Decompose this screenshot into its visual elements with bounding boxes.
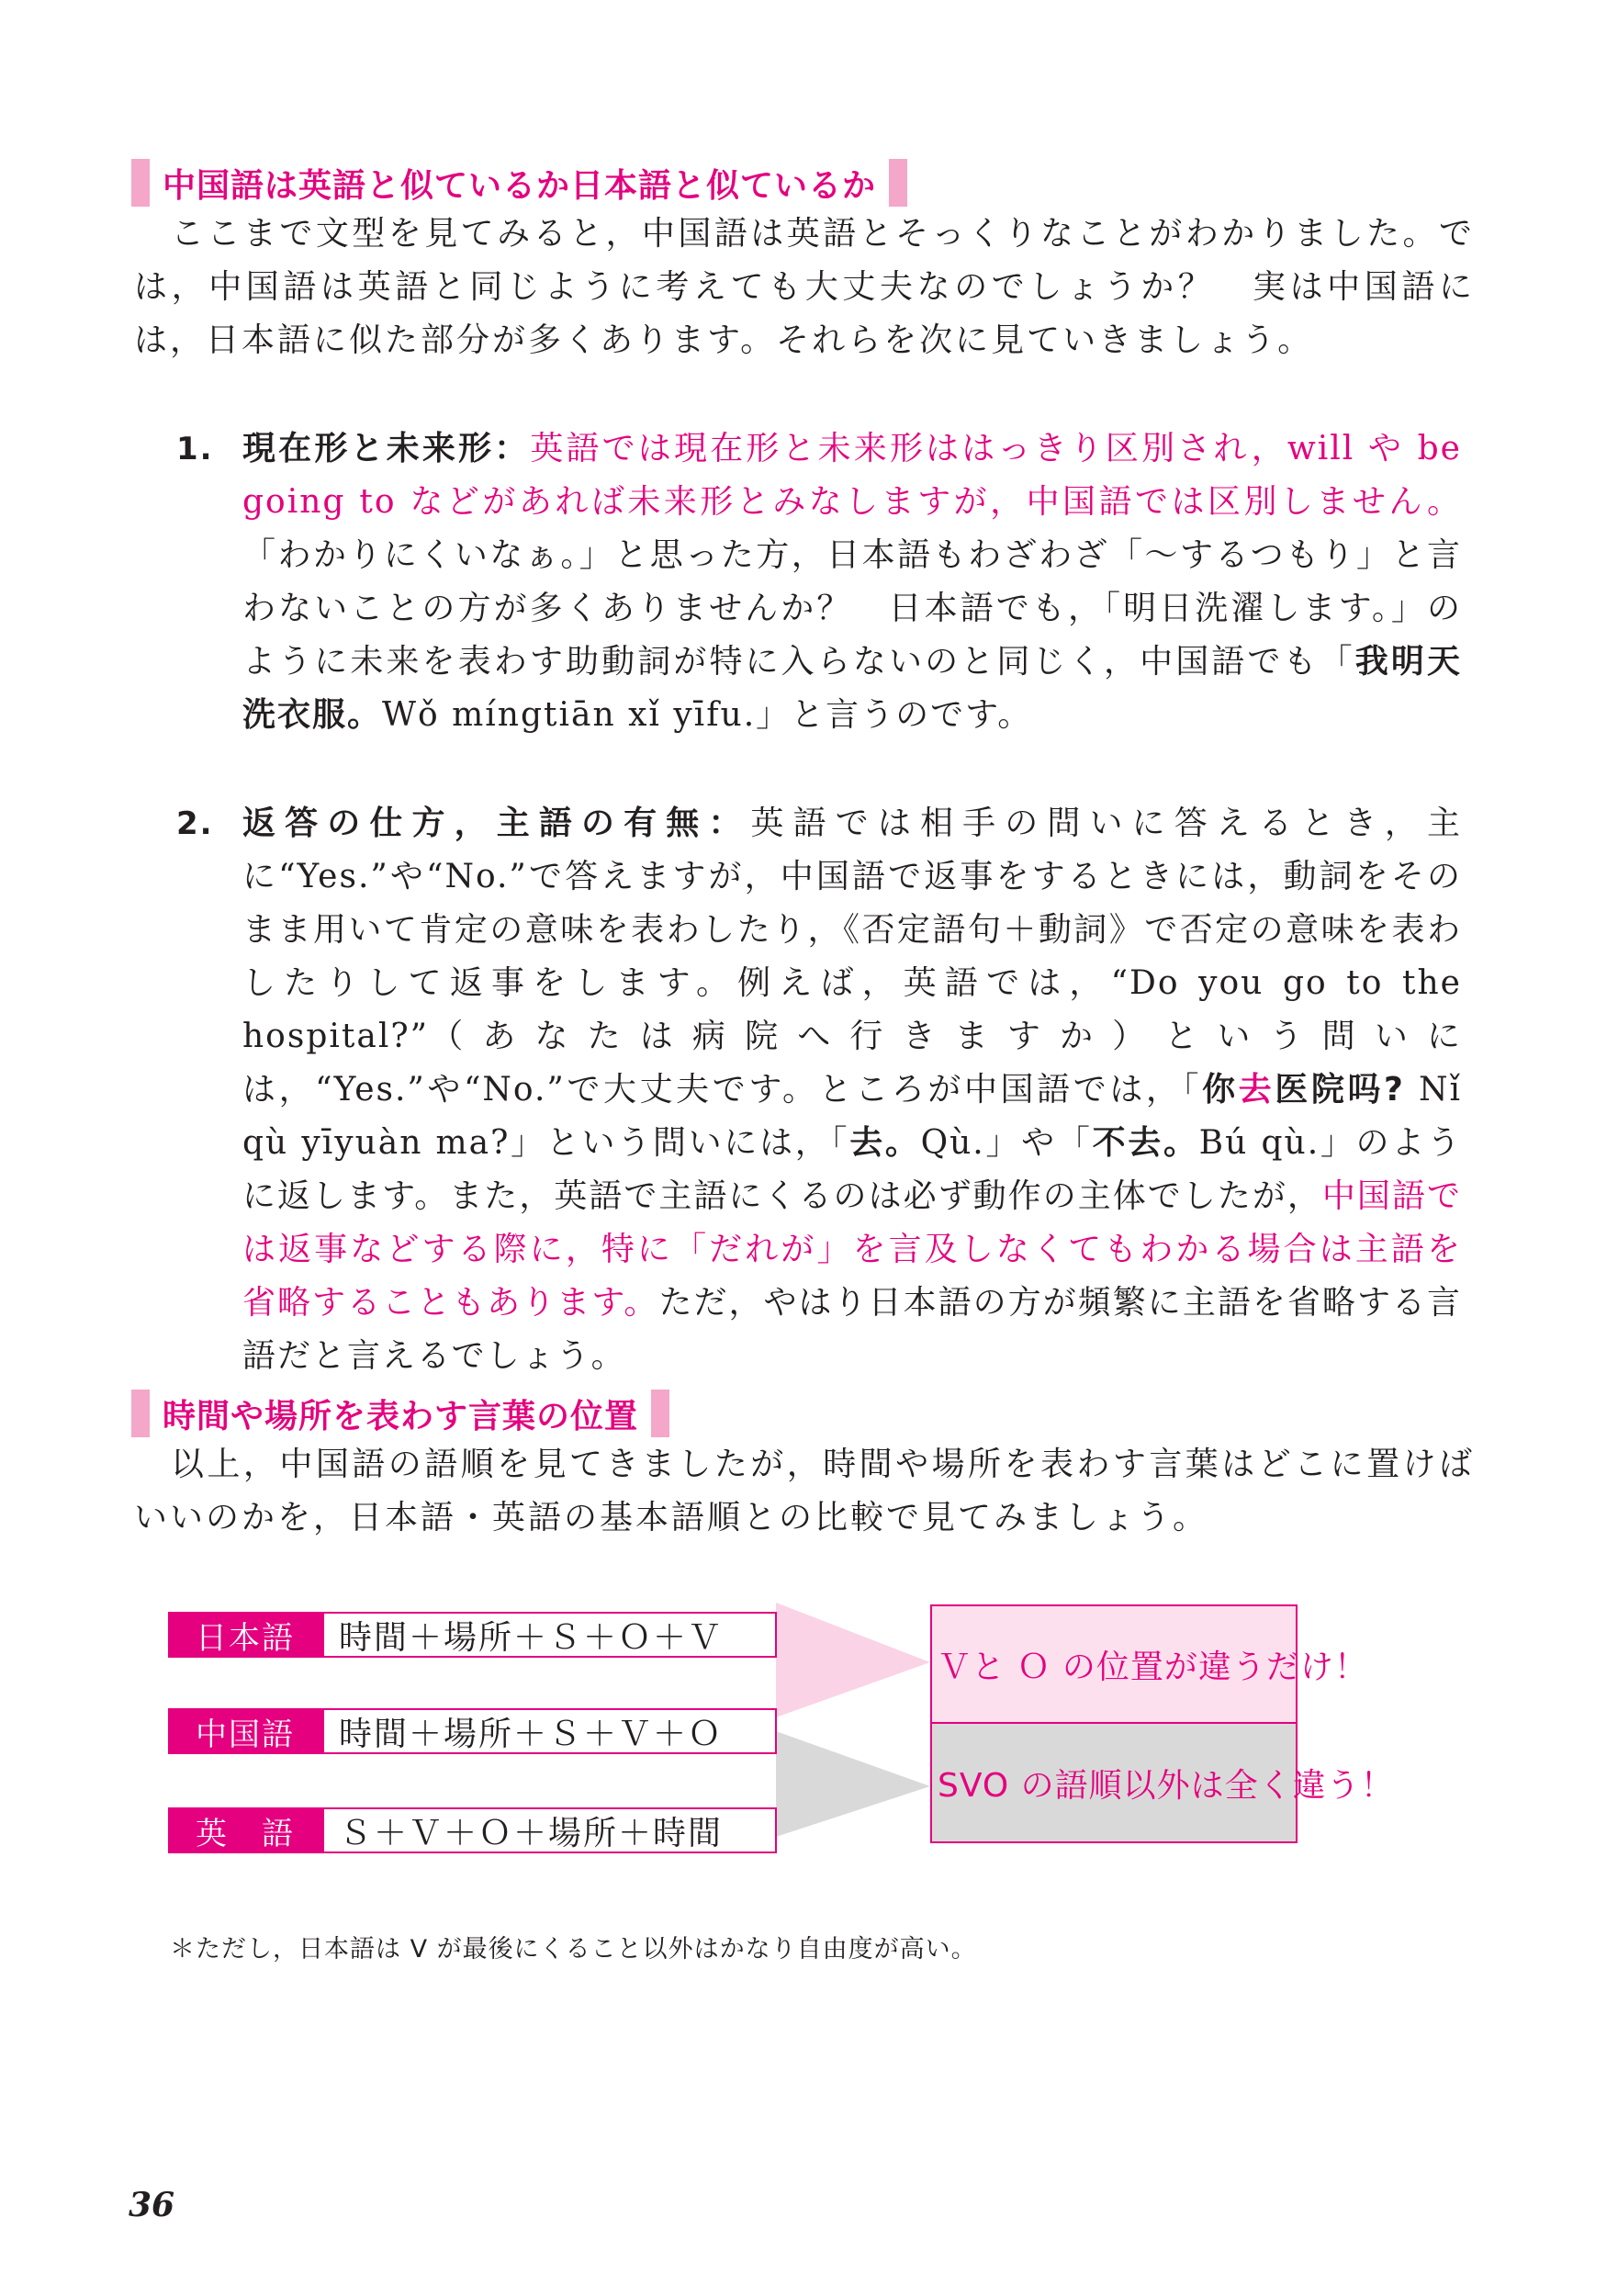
pinyin-example: Wǒ míngtiān xǐ yīfu. xyxy=(382,696,757,734)
item-lead: 現在形と未来形： xyxy=(242,430,531,467)
body-text: 」や「 xyxy=(984,1124,1093,1162)
language-label: 中国語 xyxy=(168,1708,322,1754)
chinese-example: 我明天洗衣服。 xyxy=(242,643,1462,734)
highlight-text: 英語では現在形と未来形ははっきり区別され，will や be going to などがあれば未来形とみなしますが，中国語では区別しません。 xyxy=(242,430,1462,521)
body-text: 「わかりにくいなぁ。」と思った方，日本語もわざわざ「～するつもり」と言わないことの方が多くありませんか？ 日本語でも，「明日洗濯します。」のように未来を表わす助動詞が特に入らないのと同じく，中国語でも「 xyxy=(242,536,1462,681)
comparison-box-different: SVO の語順以外は全く違う！ xyxy=(930,1724,1298,1843)
pinyin-example: Bú qù. xyxy=(1198,1124,1320,1162)
chinese-question-verb: 去 xyxy=(1238,1071,1275,1109)
chinese-question: 你 xyxy=(1202,1071,1239,1109)
item-lead: 返答の仕方，主語の有無： xyxy=(242,805,751,842)
body-text: 」という問いには，「 xyxy=(510,1124,850,1162)
intro-paragraph: ここまで文型を見てみると，中国語は英語とそっくりなことがわかりました。では，中国語は英語と同じように考えても大丈夫なのでしょうか？ 実は中国語には，日本語に似た部分が多くあります。それらを次に見ていきましょう。 xyxy=(134,215,1475,359)
page-number: 36 xyxy=(129,2186,175,2224)
word-order: 時間＋場所＋Ｓ＋Ｏ＋Ｖ xyxy=(322,1612,777,1658)
item-number: 1. xyxy=(176,431,214,467)
highlight-text: 中国語では返事などする際に，特に「だれが」を言及しなくてもわかる場合は主語を省略することもあります。 xyxy=(242,1177,1462,1322)
word-order-row-english xyxy=(168,1807,777,1853)
footnote: ＊ただし，日本語は V が最後にくること以外はかなり自由度が高い。 xyxy=(170,1935,977,1964)
item-number: 2. xyxy=(176,805,214,842)
word-order-row-chinese xyxy=(168,1708,777,1754)
body-text: 英語では相手の問いに答えるとき，主に“Yes.”や“No.”で答えますが，中国語で返事をするときには，動詞をそのまま用いて肯定の意味を表わしたり，《否定語句＋動詞》で否定の意味を表わしたりして返事をします。例えば，英語では，“Do you go to the hospital?”（あなたは病院へ行きますか）という問いには，“Yes.”や“No.”で大丈夫です。ところが中国語では，「 xyxy=(242,805,1462,1109)
pinyin-example: Qù. xyxy=(920,1124,985,1162)
section2-paragraph: 以上，中国語の語順を見てきましたが，時間や場所を表わす言葉はどこに置けばいいのかを，日本語・英語の基本語順との比較で見てみましょう。 xyxy=(134,1446,1475,1536)
arrow-gray xyxy=(776,1731,930,1837)
chinese-question: 医院吗? xyxy=(1275,1071,1405,1109)
chinese-answer: 去。 xyxy=(849,1124,921,1162)
body-text: 」のように返します。また，英語で主語にくるのは必ず動作の主体でしたが， xyxy=(242,1124,1462,1215)
pinyin-example: Nǐ qù yīyuàn ma? xyxy=(242,1071,1462,1162)
word-order-row-japanese xyxy=(168,1612,777,1658)
body-text: 」と言うのです。 xyxy=(756,696,1033,734)
language-label: 英 語 xyxy=(168,1807,322,1853)
heading-text: 中国語は英語と似ているか日本語と似ているか xyxy=(163,166,877,205)
arrow-pink xyxy=(776,1603,930,1717)
body-text: ただ，やはり日本語の方が頻繁に主語を省略する言語だと言えるでしょう。 xyxy=(242,1284,1462,1375)
word-order: 時間＋場所＋Ｓ＋Ｖ＋Ｏ xyxy=(322,1708,777,1754)
heading-text: 時間や場所を表わす言葉の位置 xyxy=(163,1397,639,1435)
word-order: Ｓ＋Ｖ＋Ｏ＋場所＋時間 xyxy=(322,1807,777,1853)
chinese-answer: 不去。 xyxy=(1092,1124,1199,1162)
comparison-box-similar: Ｖと Ｏ の位置が違うだけ！ xyxy=(930,1604,1298,1724)
language-label: 日本語 xyxy=(168,1612,322,1658)
